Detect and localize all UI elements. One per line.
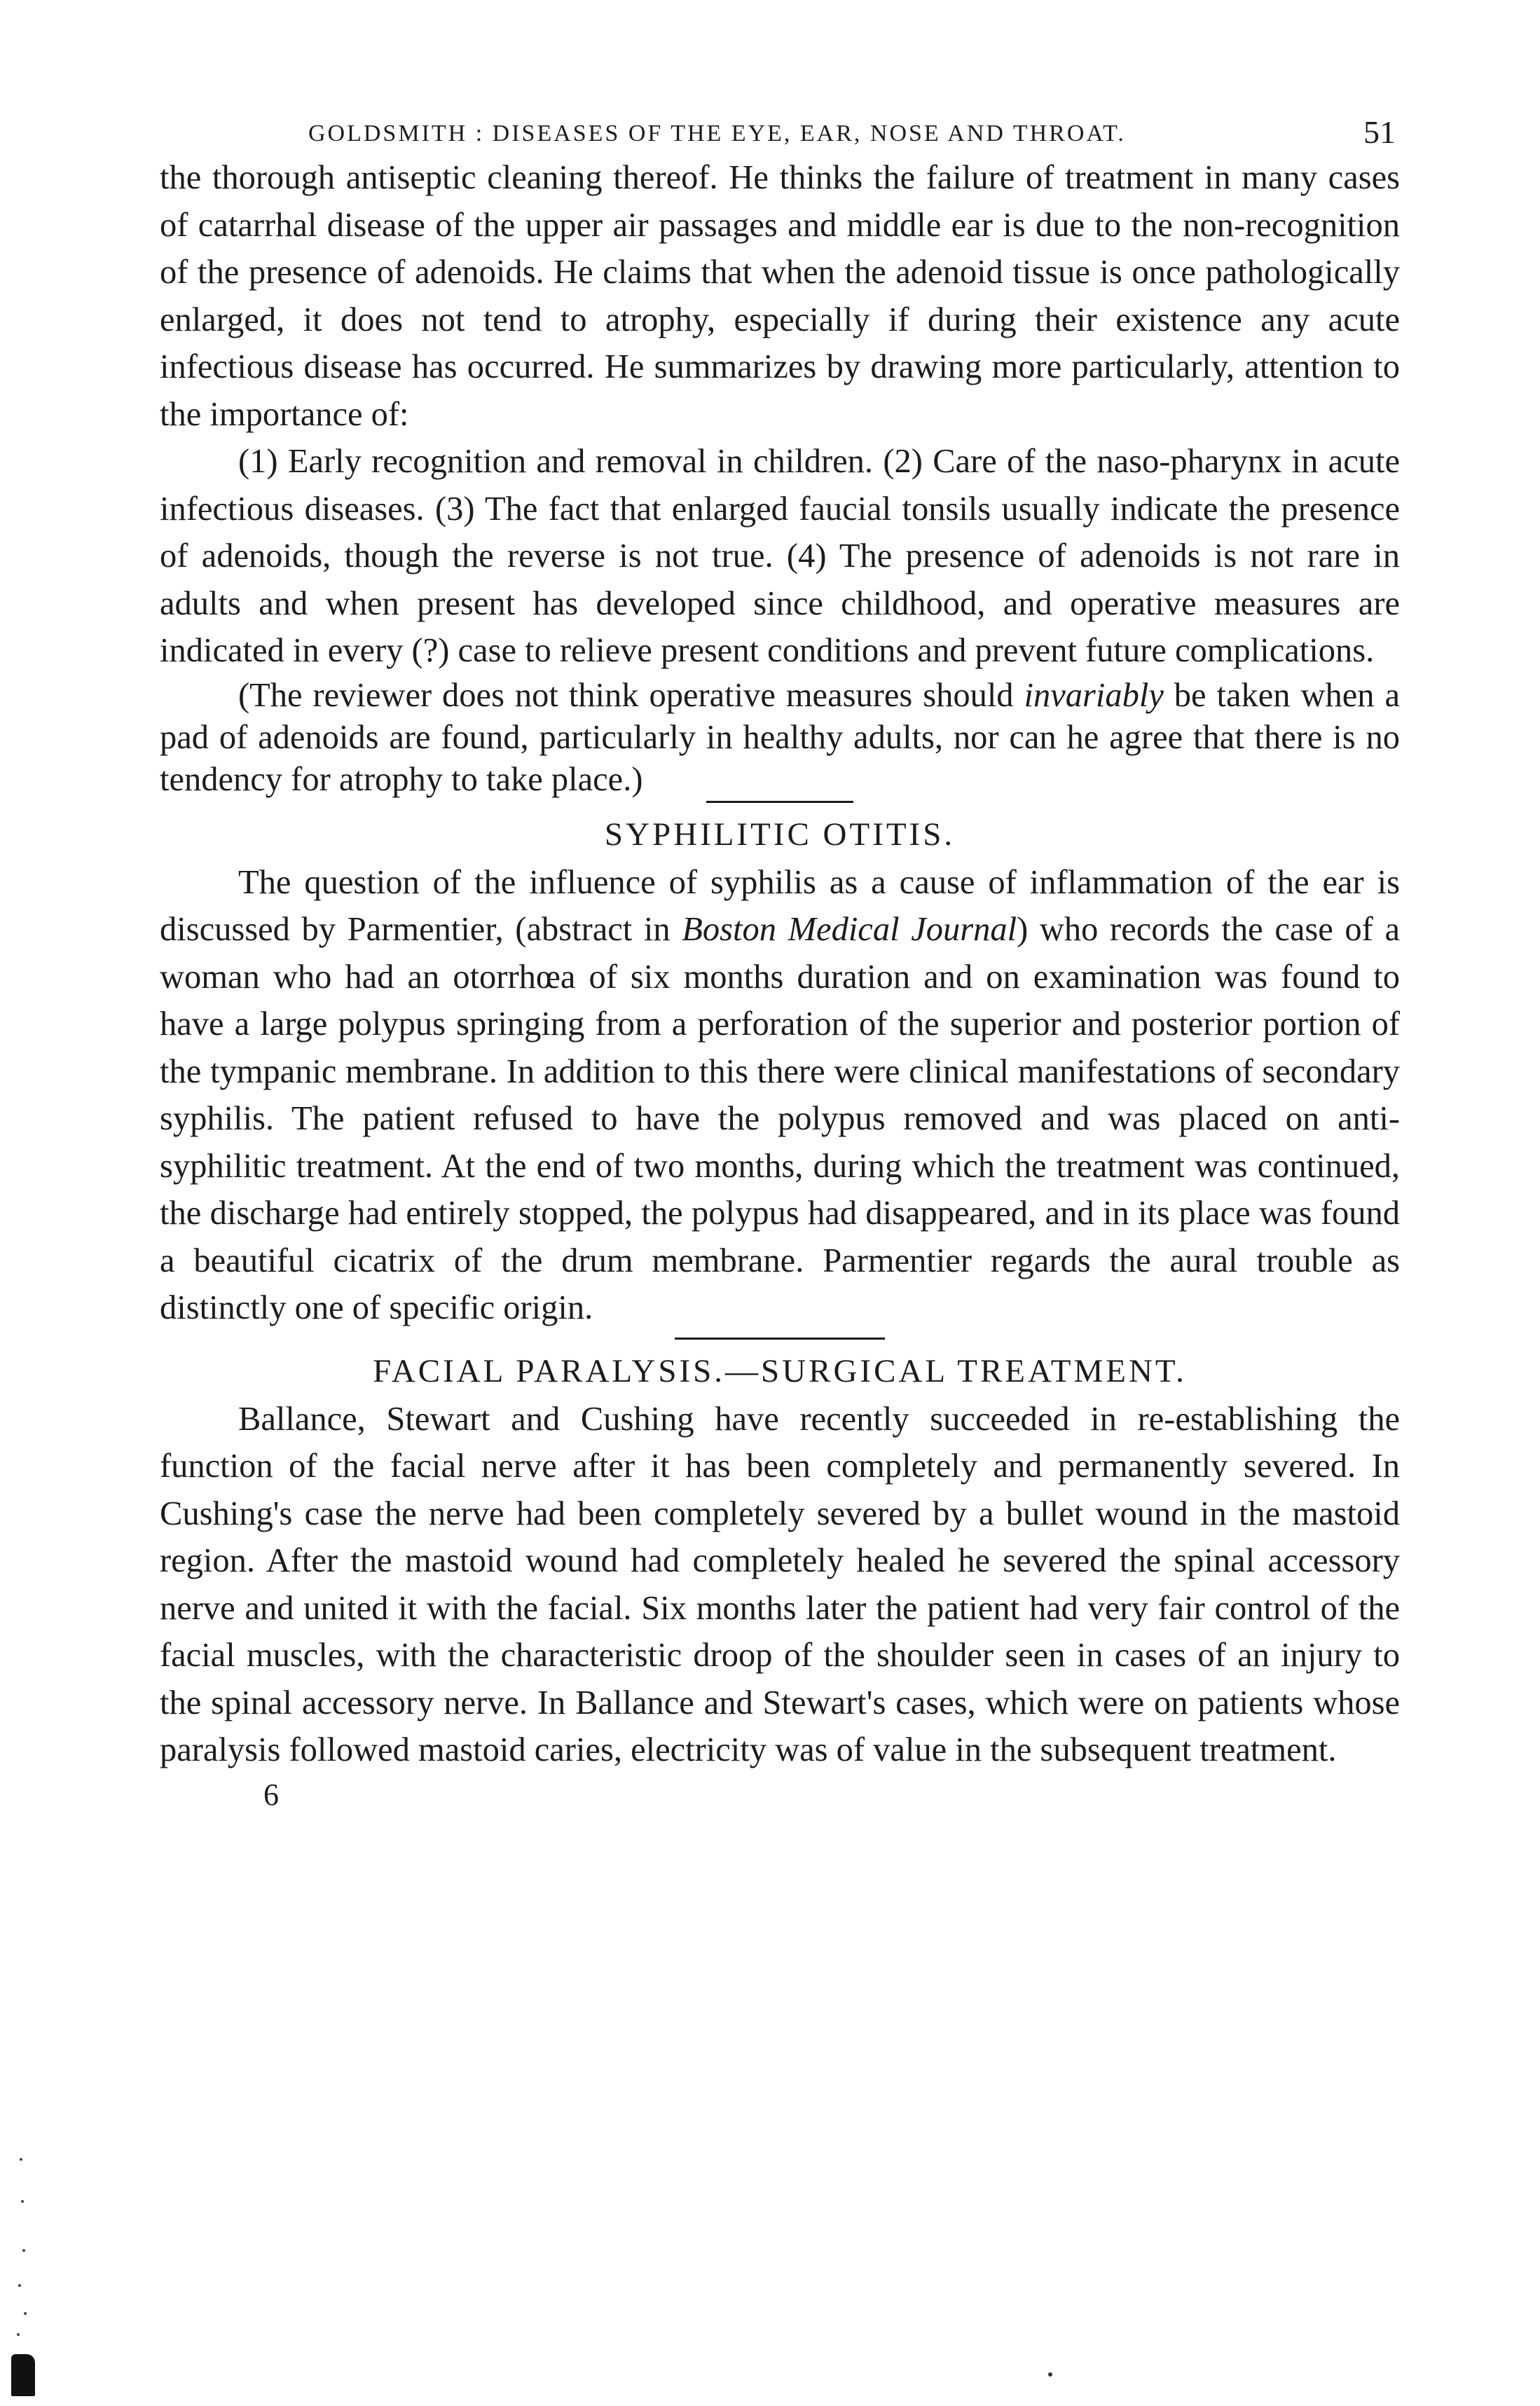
paragraph-adenoids-continued: the thorough antiseptic cleaning thereof. He thinks the failure of treatment in many cases of catarrhal disease of the upper air passages and middle ear is due to the non-recognition of the presence of adenoids. He claims that when the adenoid tissue is once pathologically enlarged, it does not tend to atrophy, especially if during their existence any acute infectious disease has occurred. He summarizes by drawing more particularly, attention to the importance of: — [160, 159, 1400, 433]
reviewer-note-text-end: be taken when a pad of adenoids are found, particularly in healthy adults, nor can he agree that there is no tendency for atrophy to take place.) — [160, 676, 1400, 798]
paragraph-facial-paralysis: Ballance, Stewart and Cushing have recently succeeded in re-establishing the function of the facial nerve after it has been completely and permanently severed. In Cushing's case the nerve had been completely severed by a bullet wound in the mastoid region. After the mastoid wound had completely healed he severed the spinal accessory nerve and united it with the facial. Six months later the patient had very fair control of the facial muscles, with the characteristic droop of the shoulder seen in cases of an injury to the spinal accessory nerve. In Ballance and Stewart's cases, which were on patients whose paralysis followed mastoid caries, electricity was of value in the subsequent treatment. — [160, 1400, 1400, 1768]
syphilitic-text: The question of the influence of syphilis as a cause of inflammation of the ear is discussed by Parmentier, (abstract in — [160, 863, 1400, 948]
reviewer-note-emphasis: invariably — [1024, 676, 1164, 714]
signature-mark: 6 — [263, 1777, 279, 1812]
running-head — [160, 105, 1400, 154]
paragraph-reviewer-note — [160, 675, 1400, 801]
reviewer-note-text: (The reviewer does not think operative measures should — [238, 676, 1024, 714]
page-number: 51 — [1363, 114, 1396, 150]
book-page — [160, 105, 1400, 1816]
section-heading-facial-paralysis: FACIAL PARALYSIS.—SURGICAL TREATMENT. — [373, 1352, 1187, 1389]
paragraph-numbered-points: (1) Early recognition and removal in children. (2) Care of the naso-pharynx in acute infectious diseases. (3) The fact that enlarged faucial tonsils usually indicate the presence of adenoids, though the reverse is not true. (4) The presence of adenoids is not rare in adults and when present has developed since childhood, and operative measures are indicated in every (?) case to relieve present conditions and prevent future complications. — [160, 443, 1400, 669]
journal-title: Boston Medical Journal — [682, 911, 1017, 948]
syphilitic-text-end: ) who records the case of a woman who had an otorrhœa of six months duration and on examination was found to have a large polypus springing from a perforation of the superior and posterior portion of the tympanic membrane. In addition to this there were clinical manifestations of secondary syphilis. The patient refused to have the polypus removed and was placed on anti-syphilitic treatment. At the end of two months, during which the treatment was continued, the discharge had entirely stopped, the polypus had disappeared, and in its place was found a beautiful cicatrix of the drum membrane. Parmentier regards the aural trouble as distinctly one of specific origin. — [160, 911, 1400, 1326]
section-heading-syphilitic-otitis: SYPHILITIC OTITIS. — [604, 816, 956, 853]
section-divider — [706, 801, 853, 803]
section-divider — [675, 1338, 885, 1340]
scan-speck — [1048, 2372, 1052, 2377]
scan-artifact — [11, 2354, 35, 2396]
running-title: GOLDSMITH : DISEASES OF THE EYE, EAR, NOSE AND THROAT. — [308, 121, 1126, 146]
paragraph-syphilitic-otitis — [160, 859, 1400, 1332]
margin-scan-marks — [7, 2144, 35, 2396]
